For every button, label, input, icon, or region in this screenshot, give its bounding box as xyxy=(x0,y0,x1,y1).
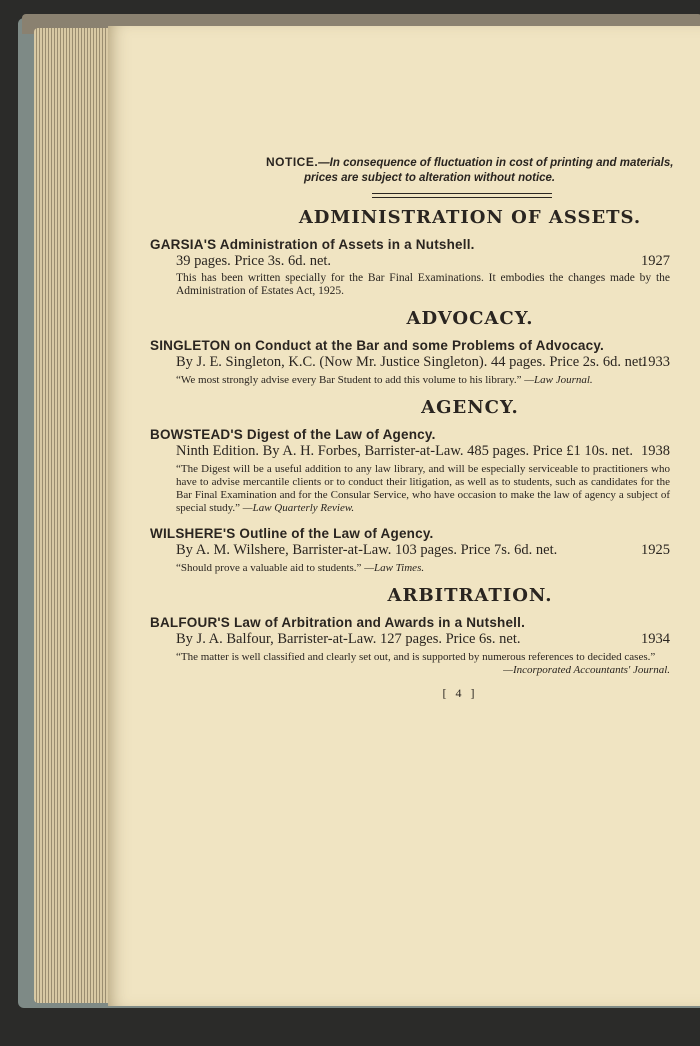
entry-title: WILSHERE'S Outline of the Law of Agency. xyxy=(150,526,434,541)
entry-details: 39 pages. Price 3s. 6d. net. xyxy=(176,253,332,269)
quote-text: “We most strongly advise every Bar Student to add this volume to his library.” xyxy=(176,374,522,386)
entry-year: 1925 xyxy=(641,542,670,558)
entry-quote: “The matter is well classified and clearly set out, and is supported by numerous references to decided cases.” xyxy=(176,651,656,663)
heading-administration: ADMINISTRATION OF ASSETS. xyxy=(298,207,642,228)
entry-quote xyxy=(176,562,670,575)
entry-title: BALFOUR'S Law of Arbitration and Awards in a Nutshell. xyxy=(150,615,526,630)
quote-source: —Law Journal. xyxy=(524,374,593,386)
entry-description: This has been written specially for the Bar Final Examinations. It embodies the changes made by the Administration of Estates Act, 1925. xyxy=(176,272,670,297)
entry-wilshere xyxy=(150,525,670,575)
quote-source: —Law Quarterly Review. xyxy=(242,502,355,514)
entry-balfour xyxy=(150,614,670,676)
quote-source: —Incorporated Accountants' Journal. xyxy=(503,664,670,676)
page-content xyxy=(150,155,674,701)
entry-title: GARSIA'S Administration of Assets in a Nutshell. xyxy=(150,237,475,252)
entry-author: By J. A. Balfour, Barrister-at-Law. 127 pages. Price 6s. net. xyxy=(176,631,521,647)
double-rule xyxy=(372,193,552,198)
page-number: [ 4 ] xyxy=(442,686,478,700)
heading-advocacy: ADVOCACY. xyxy=(406,308,534,329)
entry-author: Ninth Edition. By A. H. Forbes, Barrister-at-Law. 485 pages. Price £1 10s. net. xyxy=(176,443,634,459)
entry-year: 1933 xyxy=(641,354,670,370)
notice xyxy=(266,155,700,186)
entry-title: BOWSTEAD'S Digest of the Law of Agency. xyxy=(150,427,436,442)
page-edges xyxy=(34,28,116,1003)
entry-title: SINGLETON on Conduct at the Bar and some Problems of Advocacy. xyxy=(150,338,604,353)
entry-author: By J. E. Singleton, K.C. (Now Mr. Justice Singleton). 44 pages. Price 2s. 6d. net. xyxy=(176,354,647,370)
heading-arbitration: ARBITRATION. xyxy=(387,585,553,606)
entry-year: 1934 xyxy=(641,631,670,647)
entry-quote xyxy=(176,463,670,515)
entry-year: 1927 xyxy=(641,253,670,269)
notice-text: —In consequence of fluctuation in cost of printing and materials, prices are subject to alteration without notice. xyxy=(304,157,674,184)
entry-author: By A. M. Wilshere, Barrister-at-Law. 103 pages. Price 7s. 6d. net. xyxy=(176,542,558,558)
quote-text: “The Digest will be a useful addition to any law library, and will be especially serviceable to practitioners who have to advise mercantile clients or to conduct their litigation, as well as to students, such as candidates for the Bar Final Examination and for the Consular Service, who have occasion to make the law of agency a subject of special study.” xyxy=(176,463,670,514)
entry-bowstead xyxy=(150,426,670,515)
entry-quote xyxy=(176,374,670,387)
notice-label: NOTICE. xyxy=(266,155,319,169)
entry-year: 1938 xyxy=(641,443,670,459)
quote-source: —Law Times. xyxy=(364,562,425,574)
heading-agency: AGENCY. xyxy=(421,397,519,418)
quote-text: “Should prove a valuable aid to students.” xyxy=(176,562,362,574)
entry-garsia xyxy=(150,236,670,298)
entry-singleton xyxy=(150,337,670,387)
